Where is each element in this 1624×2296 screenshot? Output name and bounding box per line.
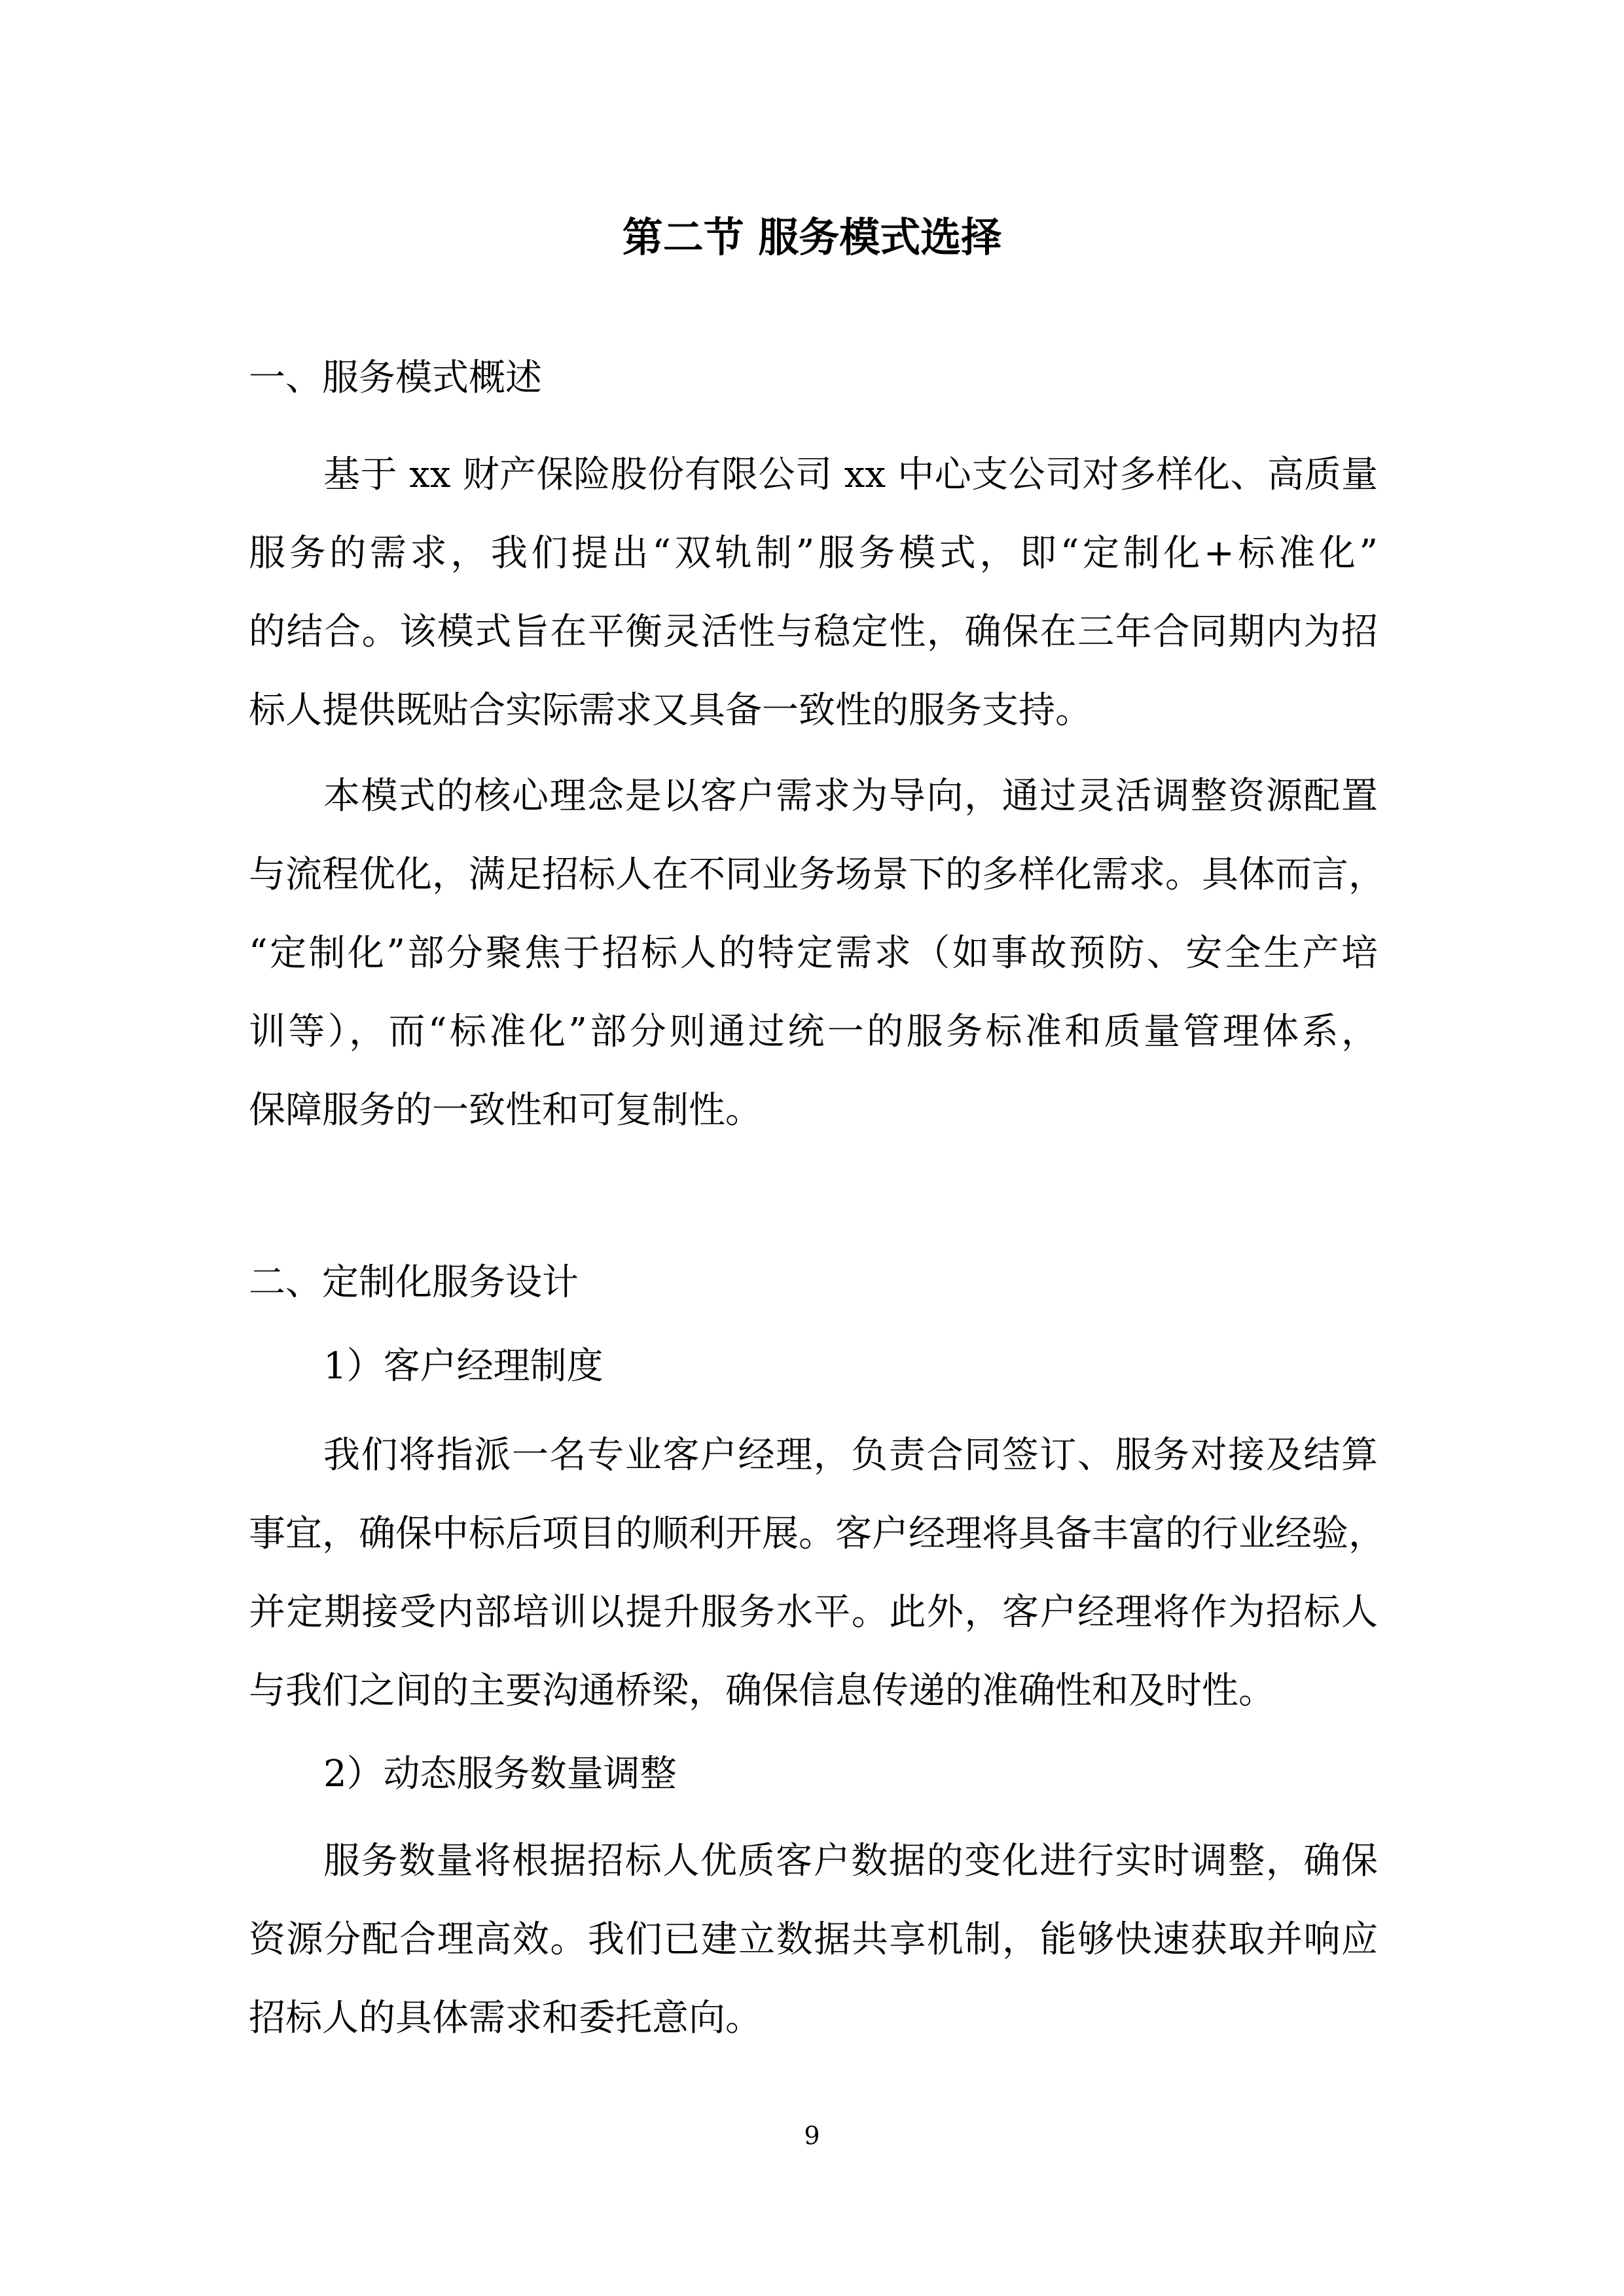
paragraph-line: 基于 xx 财产保险股份有限公司 xx 中心支公司对多样化、高质量 <box>323 454 1378 496</box>
subheading-account-manager: 1）客户经理制度 <box>323 1345 604 1388</box>
paragraph-line: 资源分配合理高效。我们已建立数据共享机制，能够快速获取并响应 <box>249 1918 1378 1961</box>
paragraph-line: 标人提供既贴合实际需求又具备一致性的服务支持。 <box>249 689 1092 732</box>
paragraph-line: 本模式的核心理念是以客户需求为导向，通过灵活调整资源配置 <box>323 775 1378 817</box>
heading-service-overview: 一、服务模式概述 <box>249 357 542 399</box>
paragraph-line: 事宜，确保中标后项目的顺利开展。客户经理将具备丰富的行业经验， <box>249 1513 1385 1555</box>
paragraph-line: 我们将指派一名专业客户经理，负责合同签订、服务对接及结算 <box>323 1434 1378 1477</box>
paragraph-line: 并定期接受内部培训以提升服务水平。此外，客户经理将作为招标人 <box>249 1591 1378 1634</box>
paragraph-line: 的结合。该模式旨在平衡灵活性与稳定性，确保在三年合同期内为招 <box>249 611 1378 653</box>
section-title: 第二节 服务模式选择 <box>622 213 1002 261</box>
paragraph-line: 与我们之间的主要沟通桥梁，确保信息传递的准确性和及时性。 <box>249 1670 1275 1712</box>
paragraph-line: 服务数量将根据招标人优质客户数据的变化进行实时调整，确保 <box>323 1840 1378 1882</box>
paragraph-line: 训等），而“标准化”部分则通过统一的服务标准和质量管理体系， <box>249 1011 1378 1053</box>
subheading-dynamic-adjustment: 2）动态服务数量调整 <box>323 1753 677 1795</box>
paragraph-line: 与流程优化，满足招标人在不同业务场景下的多样化需求。具体而言， <box>249 853 1385 896</box>
paragraph-line: 招标人的具体需求和委托意向。 <box>249 1997 762 2039</box>
heading-customized-service: 二、定制化服务设计 <box>249 1261 579 1304</box>
page-number: 9 <box>804 2121 820 2150</box>
paragraph-line: 服务的需求，我们提出“双轨制”服务模式，即“定制化+标准化” <box>249 532 1378 575</box>
paragraph-line: 保障服务的一致性和可复制性。 <box>249 1089 762 1132</box>
paragraph-line: “定制化”部分聚焦于招标人的特定需求（如事故预防、安全生产培 <box>249 932 1378 975</box>
